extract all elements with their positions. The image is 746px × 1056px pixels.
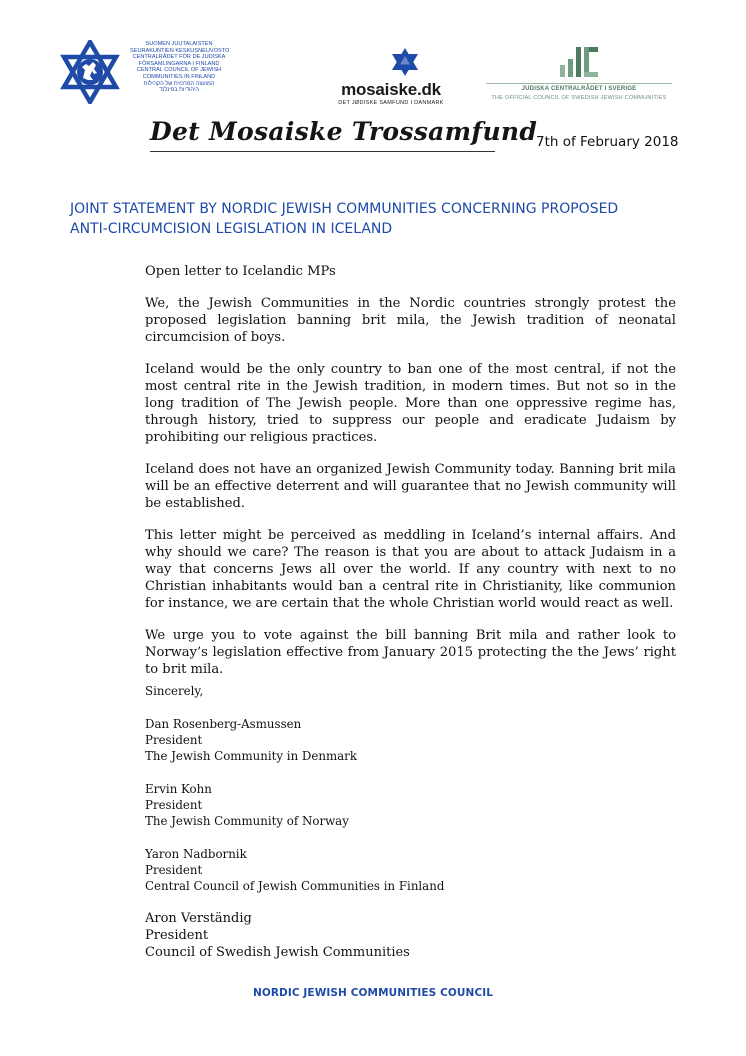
paragraph: Iceland does not have an organized Jewish Community today. Banning brit mila will be an effective deterrent and will guarantee that no Jewish community will be established. — [145, 462, 676, 511]
signatory — [145, 910, 545, 961]
signatory-org: Council of Swedish Jewish Communities — [145, 945, 410, 960]
finland-council-logo-text: SUOMEN JUUTALAISTEN SEURAKUNTIEN KESKUSNEUVOSTO CENTRALRÅDET FÖR DE JUDISKA FÖRSAMLINGARNA I FINLAND CENTRAL COUNCIL OF JEWISH COMMUNITIES IN FINLAND המועצה המרכזית של הקהילות היהודיות בפינלנד — [130, 41, 230, 94]
letter-body — [145, 263, 676, 693]
mosaiske-logo-subtitle: DET JØDISKE SAMFUND I DANMARK — [338, 100, 444, 106]
jc-monogram-icon — [558, 47, 600, 77]
mosaiske-logo-wordmark: mosaiske.dk — [341, 80, 441, 99]
closing: Sincerely, — [145, 684, 204, 698]
signatory-org: The Jewish Community in Denmark — [145, 749, 357, 763]
signatory — [145, 781, 545, 829]
salutation: Open letter to Icelandic MPs — [145, 264, 336, 279]
paragraph: We urge you to vote against the bill banning Brit mila and rather look to Norway’s legislation effective from January 2015 protecting the the Jews’ right to brit mila. — [145, 628, 676, 677]
headline-line-2: ANTI-CIRCUMCISION LEGISLATION IN ICELAND — [70, 220, 393, 237]
signatory-org: The Jewish Community of Norway — [145, 814, 349, 828]
paragraph: Iceland would be the only country to ban one of the most central, if not the most central rite in the Jewish tradition, in modern times. But not so in the long tradition of The Jewish people. More than one oppressive regime has, through history, tried to suppress our people and eradicate Judaism by prohibiting our religious practices. — [145, 362, 676, 445]
star-of-david-lion-icon — [58, 40, 122, 104]
star-of-david-icon — [390, 47, 420, 77]
signatory — [145, 716, 545, 764]
headline-line-1: JOINT STATEMENT BY NORDIC JEWISH COMMUNITIES CONCERNING PROPOSED — [70, 201, 619, 217]
paragraph: We, the Jewish Communities in the Nordic countries strongly protest the proposed legislation banning brit mila, the Jewish tradition of neonatal circumcision of boys. — [145, 296, 676, 345]
sweden-logo-subtitle: THE OFFICIAL COUNCIL OF SWEDISH JEWISH COMMUNITIES — [491, 95, 667, 101]
signatory-title: President — [145, 733, 203, 747]
sweden-logo-divider — [486, 83, 672, 84]
signatory — [145, 846, 545, 894]
signatory-title: President — [145, 928, 209, 943]
signatory-name: Aron Verständig — [145, 911, 252, 926]
signatory-org: Central Council of Jewish Communities in Finland — [145, 879, 445, 893]
signatory-title: President — [145, 798, 203, 812]
masthead: Det Mosaiske Trossamfund — [150, 117, 495, 152]
signatory-name: Yaron Nadbornik — [145, 847, 247, 861]
paragraph: This letter might be perceived as meddling in Iceland’s internal affairs. And why should we care? The reason is that you are about to attack Judaism in a way that concerns Jews all over the world. If any country with next to no Christian inhabitants would ban a central rite in Christianity, like communion for instance, we are certain that the whole Christian world would react as well. — [145, 528, 676, 611]
sweden-logo-title: JUDISKA CENTRALRÅDET I SVERIGE — [521, 86, 637, 92]
signatory-name: Dan Rosenberg-Asmussen — [145, 717, 302, 731]
signatory-title: President — [145, 863, 203, 877]
letter-date: 7th of February 2018 — [536, 134, 679, 150]
headline — [70, 200, 710, 239]
signatory-name: Ervin Kohn — [145, 782, 212, 796]
footer: NORDIC JEWISH COMMUNITIES COUNCIL — [252, 987, 494, 999]
